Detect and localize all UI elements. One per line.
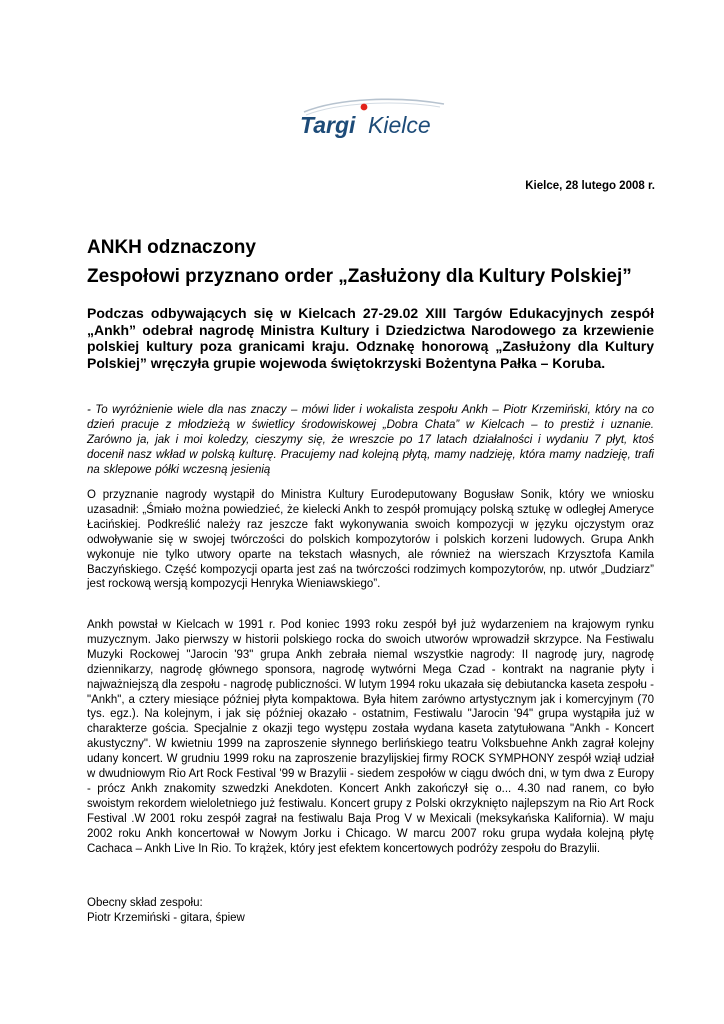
document-date: Kielce, 28 lutego 2008 r. [525, 180, 655, 192]
logo-text-targi: Targi [300, 112, 356, 138]
lineup-section [87, 896, 654, 926]
document-heading: ANKH odznaczony [87, 237, 256, 258]
logo-accent-dot [361, 104, 368, 111]
logo-text-kielce: Kielce [368, 112, 431, 138]
lineup-title: Obecny skład zespołu: [87, 897, 203, 909]
lead-paragraph: Podczas odbywających się w Kielcach 27-29.02 XIII Targów Edukacyjnych zespół „Ankh” odebrał nagrodę Ministra Kultury i Dziedzictwa Narodowego za krzewienie polskiej kultury poza granicami kraju. Odznakę honorową „Zasłużony dla Kultury Polskiej” wręczyła grupie wojewoda świętokrzyski Bożentyna Pałka – Koruba. [87, 305, 654, 371]
targi-kielce-logo [298, 96, 448, 140]
document-subheading: Zespołowi przyznano order „Zasłużony dla Kultury Polskiej” [87, 266, 632, 287]
body-paragraph-1: O przyznanie nagrody wystąpił do Ministra Kultury Eurodeputowany Bogusław Sonik, który we wniosku uzasadnił: „Śmiało można powiedzieć, że kielecki Ankh to zespół promujący polską sztukę w odległej Ameryce Łacińskiej. Podkreślić należy raz jeszcze fakt wykonywania swoich kompozycji w języku ojczystym oraz odwoływanie się w swojej twórczości do polskich kompozytorów i polskich korzeni ludowych. Grupa Ankh wykonuje nie tylko utwory oparte na tekstach własnych, ale również na wierszach Krzysztofa Kamila Baczyńskiego. Część kompozycji oparta jest zaś na twórczości rodzimych kompozytorów, np. utwór „Dudziarz” jest rockową wersją kompozycji Henryka Wieniawskiego”. [87, 489, 654, 591]
logo-graphic [298, 96, 448, 140]
lineup-member: Piotr Krzemiński - gitara, śpiew [87, 911, 245, 924]
body-paragraph-2: Ankh powstał w Kielcach w 1991 r. Pod koniec 1993 roku zespół był już wydarzeniem na krajowym rynku muzycznym. Jako pierwszy w historii polskiego rocka do swoich utworów wprowadził skrzypce. Na Festiwalu Muzyki Rockowej "Jarocin '93" grupa Ankh zebrała niemal wszystkie nagrody: II nagrodę jury, nagrodę dziennikarzy, nagrodę głównego sponsora, nagrodę wytwórni Mega Czad - kontrakt na nagranie płyty i najważniejszą dla zespołu - nagrodę publiczności. W lutym 1994 roku ukazała się debiutancka kaseta zespołu - "Ankh", a cztery miesiące później płyta kompaktowa. Była hitem zarówno artystycznym jak i komercyjnym (70 tys. egz.). Na kolejnym, i jak się później okazało - ostatnim, Festiwalu "Jarocin '94" grupa wystąpiła już w charakterze gościa. Specjalnie z okazji tego występu została wydana kaseta zatytułowana "Ankh - Koncert akustyczny". W kwietniu 1999 na zaproszenie słynnego berlińskiego teatru Volksbuehne Ankh zagrał kolejny udany koncert. W grudniu 1999 roku na zaproszenie brazylijskiej firmy ROCK SYMPHONY zespół wziął udział w dwudniowym Rio Art Rock Festival '99 w Brazylii - siedem zespołów w ciągu dwóch dni, w tym dwa z Europy - prócz Ankh znakomity szwedzki Anekdoten. Koncert Ankh zakończył się o... 4.30 nad ranem, co było swoistym rekordem wieloletniego już festiwalu. Koncert grupy z Polski okrzyknięto najlepszym na Rio Art Rock Festival .W 2001 roku zespół zagrał na festiwalu Baja Prog V w Mexicali (meksykańska Kalifornia). W maju 2002 roku Ankh koncertował w Nowym Jorku i Chicago. W marcu 2007 roku grupa wydała kolejną płytę Cachaca – Ankh Live In Rio. To krążek, który jest efektem koncertowych podróży zespołu do Brazylii. [87, 619, 654, 855]
quote-paragraph: - To wyróżnienie wiele dla nas znaczy – mówi lider i wokalista zespołu Ankh – Piotr Krzemiński, który na co dzień pracuje z młodzieżą w świetlicy środowiskowej „Dobra Chata” w Kielcach – to prestiż i uznanie. Zarówno ja, jak i moi koledzy, cieszymy się, że wreszcie po 17 latach działalności i wydaniu 7 płyt, ktoś docenił nasz wkład w polską kulturę. Pracujemy nad kolejną płytą, mamy nadzieję, która mamy nadzieję, trafi na sklepowe półki wczesną jesienią [87, 404, 654, 476]
